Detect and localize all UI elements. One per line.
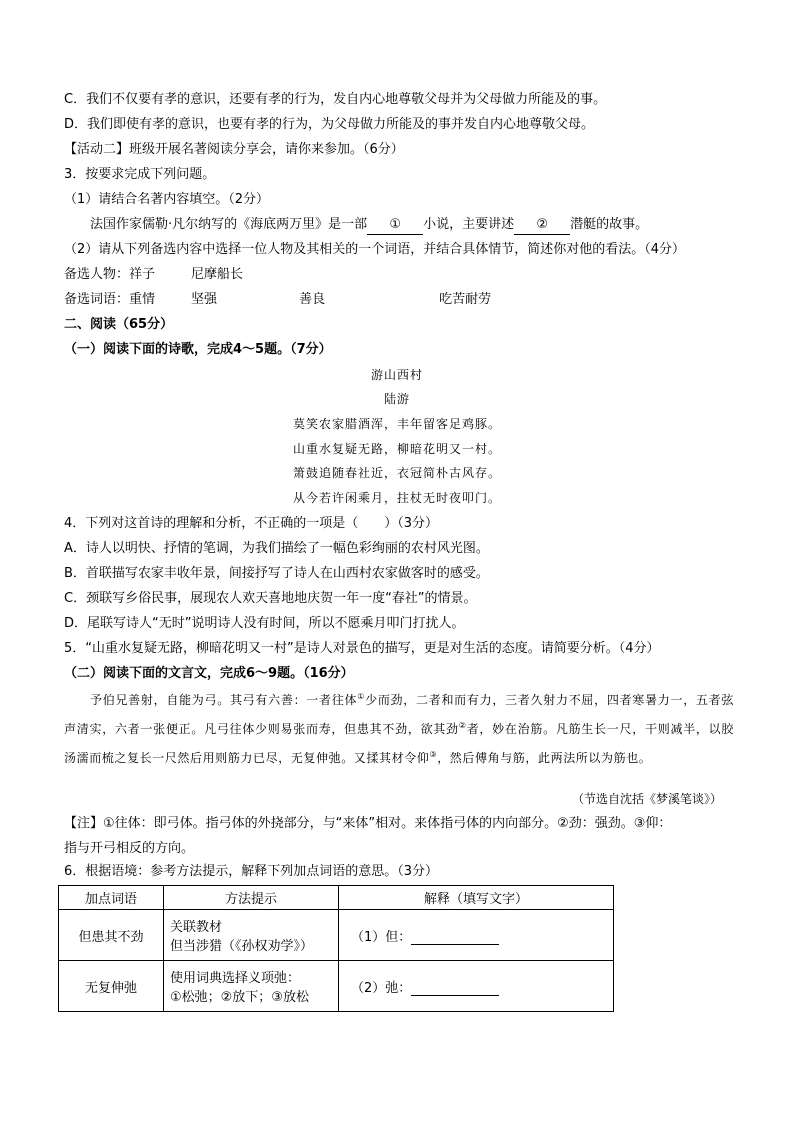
poem-title: 游山西村 [370, 368, 423, 382]
row1-hint-line2: 但当涉猎（《孙权劝学》） [170, 939, 314, 954]
table-row [59, 910, 614, 961]
header-word: 加点词语 [59, 886, 164, 910]
people-label: 备选人物： [64, 267, 130, 282]
note-mark-1: ① [357, 692, 366, 701]
blank-2[interactable]: ② [514, 216, 570, 235]
q4-option-c: C．颈联写乡俗民事，展现农人欢天喜地地庆贺一年一度“春社”的情景。 [64, 591, 477, 606]
poem-line-2: 山重水复疑无路，柳暗花明又一村。 [292, 442, 501, 456]
poem-line-3: 箫鼓追随春社近，衣冠简朴古风存。 [292, 466, 501, 480]
q3-title: 3．按要求完成下列问题。 [64, 167, 216, 182]
option-d: D．我们即使有孝的意识，也要有孝的行为，为父母做力所能及的事并发自内心地尊敬父母。 [64, 117, 595, 132]
row1-answer-label: （1）但： [351, 929, 412, 945]
q4-option-a: A．诗人以明快、抒情的笔调，为我们描绘了一幅色彩绚丽的农村风光图。 [64, 541, 489, 556]
section-2-heading: 二、阅读（65分） [64, 317, 174, 332]
header-hint: 方法提示 [164, 886, 339, 910]
row2-answer-blank[interactable] [411, 981, 499, 996]
person-xiangzi: 祥子 [129, 267, 156, 282]
option-c: C．我们不仅要有孝的意识，还要有孝的行为，发自内心地尊敬父母并为父母做力所能及的事。 [64, 92, 607, 107]
q4-option-d: D．尾联写诗人“无时”说明诗人没有时间，所以不愿乘月叩门打扰人。 [64, 616, 465, 631]
row1-answer-blank[interactable] [411, 930, 499, 945]
row1-word: 但患其不劲 [59, 910, 164, 961]
row2-answer [339, 961, 614, 1012]
words-label: 备选词语： [64, 292, 130, 307]
row1-hint-line1: 关联教材 [170, 920, 223, 935]
passage-seg-2: 少而劲，二者和而有力，三者久射力不屈，四者寒暑力 [365, 693, 671, 707]
note-line-2: 指与开弓相反的方向。 [64, 841, 195, 856]
passage-seg-1: 予伯兄善射，自能为弓。其弓有六善：一者往体 [90, 693, 358, 707]
q6-stem: 6．根据语境：参考方法提示，解释下列加点词语的意思。（3分） [64, 864, 439, 879]
part2-heading: （二）阅读下面的文言文，完成6～9题。（16分） [64, 666, 354, 681]
row2-word: 无复伸弛 [59, 961, 164, 1012]
passage-seg-4: 者，妙在治筋。凡筋生长 [466, 722, 607, 736]
q3-sub1: （1）请结合名著内容填空。（2分） [64, 192, 270, 207]
poem-author: 陆游 [383, 392, 410, 406]
activity2-heading: 【活动二】班级开展名著阅读分享会，请你来参加。（6分） [64, 142, 404, 157]
fill-mid: 小说，主要讲述 [423, 217, 515, 232]
note-mark-3: ③ [429, 750, 438, 759]
poem-line-4: 从今若许闲乘月，拄杖无时夜叩门。 [292, 491, 501, 505]
word-1: 重情 [129, 292, 156, 307]
word-2: 坚强 [191, 292, 218, 307]
q3-fill-line [90, 216, 648, 235]
passage-seg-5: 一尺，干则减半，以胶汤濡而梳之复长一尺然后用则筋力已尽，无复伸弛。又揉其材令仰 [64, 722, 734, 765]
row2-answer-label: （2）弛： [351, 980, 412, 996]
word-4: 吃苦耐劳 [439, 292, 492, 307]
row1-hint [164, 910, 339, 961]
part1-heading: （一）阅读下面的诗歌，完成4～5题。（7分） [64, 342, 332, 357]
passage-source: （节选自沈括《梦溪笔谈》） [571, 792, 722, 806]
person-nemo: 尼摩船长 [191, 267, 244, 282]
header-answer: 解释（填写文字） [339, 886, 614, 910]
words-row [64, 291, 491, 309]
classical-passage [64, 684, 734, 771]
q4-stem: 4．下列对这首诗的理解和分析，不正确的一项是（ ）（3分） [64, 516, 439, 531]
q4-option-b: B．首联描写农家丰收年景，间接抒写了诗人在山西村农家做客时的感受。 [64, 566, 489, 581]
word-3: 善良 [299, 292, 326, 307]
blank-1[interactable]: ① [367, 216, 423, 235]
fill-post: 潜艇的故事。 [570, 217, 649, 232]
q5-stem: 5．“山重水复疑无路，柳暗花明又一村”是诗人对景色的描写，更是对生活的态度。请简要分析。（4分） [64, 641, 660, 656]
table-header-row [59, 886, 614, 910]
note-mark-2: ② [458, 721, 467, 730]
row2-hint [164, 961, 339, 1012]
row1-answer [339, 910, 614, 961]
table-row [59, 961, 614, 1012]
row2-hint-line1: 使用词典选择义项弛： [170, 971, 301, 986]
q6-table [58, 885, 614, 1012]
passage-seg-7: 此两法所以为筋也。 [538, 751, 652, 765]
poem-line-1: 莫笑农家腊酒浑，丰年留客足鸡豚。 [292, 417, 501, 431]
note-line-1: 【注】①往体：即弓体。指弓体的外挠部分，与“来体”相对。来体指弓体的内向部分。②劲：强劲。③仰： [64, 816, 672, 831]
passage-seg-3: 一，五者弦声清实，六者一张便正。凡弓往体少则易张而寿，但患其不劲，欲其劲 [64, 693, 734, 736]
people-row [64, 266, 243, 284]
passage-seg-6: ，然后傅角与筋， [437, 751, 538, 765]
q3-sub2: （2）请从下列备选内容中选择一位人物及其相关的一个词语，并结合具体情节，简述你对他的看法。（4分） [64, 242, 686, 257]
row2-hint-line2: ①松弛；②放下；③放松 [170, 990, 309, 1005]
fill-pre: 法国作家儒勒·凡尔纳写的《海底两万里》是一部 [90, 217, 368, 232]
